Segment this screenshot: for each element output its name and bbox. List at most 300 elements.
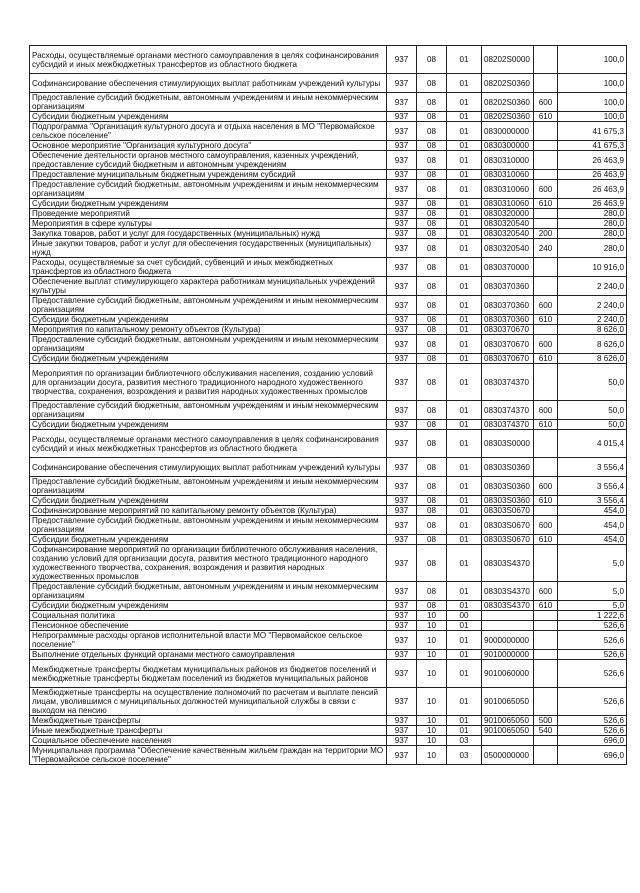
row-ved: 937 [387,582,417,601]
row-expense-type: 540 [534,726,558,736]
row-expense-type [534,631,558,650]
row-target-code: 0830320000 [482,209,534,219]
table-row [30,151,627,170]
row-target-code: 9010065050 [482,688,534,716]
row-target-code [482,736,534,746]
table-row [30,277,627,296]
row-expense-type [534,660,558,688]
row-subsection: 01 [447,401,482,420]
row-amount: 2 240,0 [558,315,627,325]
row-ved: 937 [387,516,417,535]
row-section: 08 [417,229,447,239]
row-section: 08 [417,122,447,141]
table-row [30,354,627,364]
row-expense-type: 500 [534,716,558,726]
row-expense-type [534,364,558,401]
row-expense-type [534,277,558,296]
row-subsection: 01 [447,74,482,93]
row-subsection: 01 [447,516,482,535]
row-name: Непрограммные расходы органов исполнительной власти МО "Первомайское сельское поселение" [30,631,387,650]
row-amount: 26 463,9 [558,199,627,209]
row-amount: 4 015,4 [558,430,627,458]
row-ved: 937 [387,199,417,209]
row-section: 08 [417,458,447,477]
row-section: 10 [417,736,447,746]
row-section: 08 [417,170,447,180]
row-ved: 937 [387,335,417,354]
table-row [30,122,627,141]
row-subsection: 01 [447,170,482,180]
row-section: 08 [417,296,447,315]
table-row [30,736,627,746]
row-subsection: 01 [447,716,482,726]
row-expense-type [534,736,558,746]
table-row [30,601,627,611]
row-section: 08 [417,74,447,93]
row-target-code: 08303S0670 [482,535,534,545]
row-name: Мероприятия по капитальному ремонту объектов (Культура) [30,325,387,335]
row-expense-type [534,688,558,716]
row-name: Социальное обеспечение населения [30,736,387,746]
row-ved: 937 [387,477,417,496]
row-target-code: 0830370360 [482,315,534,325]
row-subsection: 01 [447,112,482,122]
row-ved: 937 [387,258,417,277]
table-row [30,516,627,535]
row-section: 08 [417,46,447,74]
row-ved: 937 [387,296,417,315]
row-expense-type: 600 [534,335,558,354]
table-row [30,325,627,335]
row-section: 08 [417,535,447,545]
row-subsection: 01 [447,601,482,611]
table-row [30,458,627,477]
row-name: Иные закупки товаров, работ и услуг для обеспечения государственных (муниципальных) нужд [30,239,387,258]
row-target-code: 08303S0360 [482,458,534,477]
row-section: 08 [417,545,447,582]
row-section: 10 [417,726,447,736]
row-target-code: 9010065050 [482,726,534,736]
row-section: 08 [417,277,447,296]
row-name: Субсидии бюджетным учреждениям [30,199,387,209]
table-row [30,335,627,354]
row-ved: 937 [387,458,417,477]
row-amount: 3 556,4 [558,496,627,506]
table-row [30,631,627,650]
row-subsection: 01 [447,506,482,516]
row-amount: 26 463,9 [558,180,627,199]
row-name: Подпрограмма "Организация культурного досуга и отдыха населения в МО "Первомайское сельское поселение" [30,122,387,141]
row-amount: 8 626,0 [558,325,627,335]
table-row [30,180,627,199]
row-name: Предоставление субсидий бюджетным, автономным учреждениям и иным некоммерческим организациям [30,335,387,354]
table-row [30,141,627,151]
row-name: Межбюджетные трансферты бюджетам муниципальных районов из бюджетов поселений и межбюджетные трансферты бюджетам поселений из бюджетов муниципальных районов [30,660,387,688]
row-expense-type: 200 [534,229,558,239]
row-name: Иные межбюджетные трансферты [30,726,387,736]
row-subsection: 01 [447,545,482,582]
row-target-code: 9010065050 [482,716,534,726]
row-target-code: 08202S0360 [482,93,534,112]
row-amount: 100,0 [558,93,627,112]
row-amount: 696,0 [558,746,627,765]
row-section: 08 [417,93,447,112]
row-name: Субсидии бюджетным учреждениям [30,354,387,364]
row-amount: 526,6 [558,716,627,726]
row-name: Предоставление субсидий бюджетным, автономным учреждениям и иным некоммерческим организациям [30,93,387,112]
row-subsection: 01 [447,458,482,477]
row-expense-type: 610 [534,420,558,430]
row-section: 08 [417,258,447,277]
row-expense-type [534,122,558,141]
row-target-code: 08303S4370 [482,601,534,611]
row-subsection: 01 [447,325,482,335]
row-amount: 526,6 [558,726,627,736]
table-row [30,315,627,325]
row-ved: 937 [387,74,417,93]
row-expense-type [534,258,558,277]
row-ved: 937 [387,151,417,170]
row-amount: 454,0 [558,516,627,535]
row-subsection: 01 [447,296,482,315]
row-section: 10 [417,660,447,688]
row-ved: 937 [387,631,417,650]
row-section: 08 [417,180,447,199]
row-amount: 2 240,0 [558,277,627,296]
row-ved: 937 [387,239,417,258]
table-row [30,199,627,209]
row-name: Предоставление субсидий бюджетным, автономным учреждениям и иным некоммерческим организациям [30,516,387,535]
row-subsection: 01 [447,621,482,631]
row-name: Расходы, осуществляемые органами местного самоуправления в целях софинансирования субсидий и иных межбюджетных трансфертов из областного бюджета [30,430,387,458]
budget-table-page [29,45,627,765]
row-ved: 937 [387,716,417,726]
row-ved: 937 [387,364,417,401]
row-ved: 937 [387,496,417,506]
row-amount: 5,0 [558,582,627,601]
row-ved: 937 [387,315,417,325]
row-name: Субсидии бюджетным учреждениям [30,112,387,122]
row-expense-type [534,151,558,170]
row-amount: 5,0 [558,545,627,582]
row-subsection: 01 [447,199,482,209]
row-subsection: 01 [447,277,482,296]
row-expense-type: 600 [534,477,558,496]
row-section: 10 [417,650,447,660]
row-expense-type [534,170,558,180]
row-section: 10 [417,688,447,716]
row-name: Пенсионное обеспечение [30,621,387,631]
row-section: 10 [417,611,447,621]
row-name: Проведение мероприятий [30,209,387,219]
table-row [30,74,627,93]
row-amount: 2 240,0 [558,296,627,315]
row-subsection: 01 [447,315,482,325]
row-section: 08 [417,582,447,601]
row-subsection: 01 [447,219,482,229]
row-amount: 526,6 [558,631,627,650]
row-amount: 41 675,3 [558,141,627,151]
row-target-code: 08303S0000 [482,430,534,458]
row-target-code: 0830300000 [482,141,534,151]
row-target-code: 0830000000 [482,122,534,141]
row-amount: 280,0 [558,219,627,229]
row-ved: 937 [387,621,417,631]
row-name: Мероприятия в сфере культуры [30,219,387,229]
table-row [30,401,627,420]
row-subsection: 01 [447,335,482,354]
row-ved: 937 [387,688,417,716]
row-section: 10 [417,621,447,631]
row-target-code: 9010000000 [482,650,534,660]
row-name: Софинансирование мероприятий по капитальному ремонту объектов (Культура) [30,506,387,516]
row-amount: 280,0 [558,239,627,258]
table-row [30,93,627,112]
table-row [30,296,627,315]
row-subsection: 01 [447,122,482,141]
row-ved: 937 [387,354,417,364]
table-row [30,582,627,601]
row-target-code: 08303S4370 [482,545,534,582]
row-name: Предоставление субсидий бюджетным, автономным учреждениям и иным некоммерческим организациям [30,296,387,315]
row-target-code: 08303S0360 [482,496,534,506]
row-ved: 937 [387,430,417,458]
table-row [30,650,627,660]
row-ved: 937 [387,746,417,765]
row-target-code: 0830370360 [482,296,534,315]
table-row [30,112,627,122]
row-ved: 937 [387,401,417,420]
row-ved: 937 [387,420,417,430]
row-ved: 937 [387,650,417,660]
row-target-code: 0830320540 [482,239,534,258]
row-amount: 8 626,0 [558,335,627,354]
row-expense-type [534,325,558,335]
row-name: Субсидии бюджетным учреждениям [30,601,387,611]
row-section: 08 [417,506,447,516]
row-subsection: 01 [447,420,482,430]
row-section: 08 [417,496,447,506]
row-ved: 937 [387,122,417,141]
row-expense-type: 610 [534,354,558,364]
row-section: 08 [417,401,447,420]
row-subsection: 01 [447,496,482,506]
row-subsection: 01 [447,660,482,688]
row-subsection: 01 [447,631,482,650]
row-ved: 937 [387,93,417,112]
row-amount: 526,6 [558,650,627,660]
row-name: Предоставление муниципальным бюджетным учреждениям субсидий [30,170,387,180]
table-row [30,364,627,401]
row-section: 08 [417,364,447,401]
table-row [30,170,627,180]
row-amount: 280,0 [558,229,627,239]
row-target-code: 08202S0360 [482,74,534,93]
row-amount: 3 556,4 [558,477,627,496]
table-row [30,660,627,688]
row-name: Расходы, осуществляемые за счет субсидий, субвенций и иных межбюджетных трансфертов из областного бюджета [30,258,387,277]
row-expense-type [534,209,558,219]
row-section: 08 [417,420,447,430]
row-name: Основное мероприятие "Организация культурного досуга" [30,141,387,151]
row-subsection: 01 [447,535,482,545]
row-subsection: 01 [447,180,482,199]
row-ved: 937 [387,660,417,688]
row-subsection: 01 [447,688,482,716]
row-expense-type [534,458,558,477]
row-subsection: 01 [447,258,482,277]
row-expense-type [534,430,558,458]
table-row [30,506,627,516]
table-row [30,545,627,582]
table-row [30,219,627,229]
row-expense-type [534,506,558,516]
row-amount: 280,0 [558,209,627,219]
row-expense-type [534,219,558,229]
row-amount: 41 675,3 [558,122,627,141]
row-target-code: 0500000000 [482,746,534,765]
row-name: Обеспечение деятельности органов местного самоуправления, казенных учреждений, предоставление субсидий бюджетным и автономным учреждениям [30,151,387,170]
table-row [30,726,627,736]
row-section: 08 [417,219,447,229]
table-row [30,611,627,621]
row-ved: 937 [387,46,417,74]
budget-table-body [30,46,627,765]
row-subsection: 03 [447,736,482,746]
row-expense-type [534,650,558,660]
row-ved: 937 [387,112,417,122]
row-amount: 454,0 [558,506,627,516]
row-amount: 454,0 [558,535,627,545]
table-row [30,535,627,545]
row-name: Расходы, осуществляемые органами местного самоуправления в целях софинансирования субсидий и иных межбюджетных трансфертов из областного бюджета [30,46,387,74]
row-section: 08 [417,141,447,151]
row-target-code: 0830310060 [482,170,534,180]
row-target-code: 0830370000 [482,258,534,277]
row-amount: 5,0 [558,601,627,611]
row-target-code [482,611,534,621]
row-target-code: 0830370670 [482,325,534,335]
row-expense-type [534,46,558,74]
row-ved: 937 [387,545,417,582]
row-subsection: 01 [447,650,482,660]
row-section: 08 [417,112,447,122]
row-section: 08 [417,601,447,611]
row-subsection: 01 [447,364,482,401]
row-name: Предоставление субсидий бюджетным, автономным учреждениям и иным некоммерческим организациям [30,582,387,601]
row-amount: 100,0 [558,46,627,74]
row-subsection: 01 [447,430,482,458]
row-expense-type: 600 [534,582,558,601]
row-name: Выполнение отдельных функций органами местного самоуправления [30,650,387,660]
row-subsection: 01 [447,141,482,151]
row-target-code: 08303S0360 [482,477,534,496]
row-name: Предоставление субсидий бюджетным, автономным учреждениям и иным некоммерческим организациям [30,180,387,199]
row-amount: 100,0 [558,74,627,93]
row-section: 10 [417,716,447,726]
row-section: 08 [417,516,447,535]
row-name: Предоставление субсидий бюджетным, автономным учреждениям и иным некоммерческим организациям [30,401,387,420]
table-row [30,688,627,716]
table-row [30,420,627,430]
row-amount: 50,0 [558,364,627,401]
row-ved: 937 [387,170,417,180]
row-amount: 26 463,9 [558,170,627,180]
row-section: 08 [417,430,447,458]
table-row [30,716,627,726]
row-target-code: 0830374370 [482,420,534,430]
row-target-code: 08202S0360 [482,112,534,122]
row-ved: 937 [387,325,417,335]
table-row [30,496,627,506]
row-expense-type: 600 [534,516,558,535]
row-name: Межбюджетные трансферты на осуществление полномочий по расчетам и выплате пенсий лицам, уволившимся с муниципальных должностей муниципальной службы в связи с выходом на пенсию [30,688,387,716]
row-expense-type: 240 [534,239,558,258]
row-name: Закупка товаров, работ и услуг для государственных (муниципальных) нужд [30,229,387,239]
row-expense-type: 600 [534,401,558,420]
row-name: Муниципальная программа "Обеспечение качественным жильем граждан на территории МО "Первомайское сельское поселение" [30,746,387,765]
row-expense-type: 610 [534,496,558,506]
row-amount: 8 626,0 [558,354,627,364]
row-section: 08 [417,335,447,354]
row-subsection: 01 [447,209,482,219]
row-section: 08 [417,315,447,325]
row-subsection: 01 [447,46,482,74]
row-target-code: 0830374370 [482,401,534,420]
row-amount: 526,6 [558,621,627,631]
row-subsection: 01 [447,151,482,170]
row-name: Софинансирование мероприятий по организации библиотечного обслуживания населения, созданию условий для организации досуга, развития местного традиционного народного художественного творчества, сохранения, возрождения и развития народных художественных промыслов [30,545,387,582]
row-amount: 1 222,6 [558,611,627,621]
row-expense-type: 610 [534,315,558,325]
row-amount: 100,0 [558,112,627,122]
row-name: Межбюджетные трансферты [30,716,387,726]
row-ved: 937 [387,601,417,611]
row-section: 10 [417,746,447,765]
row-amount: 26 463,9 [558,151,627,170]
row-subsection: 01 [447,582,482,601]
row-section: 08 [417,354,447,364]
budget-table [29,45,627,765]
row-section: 08 [417,239,447,258]
row-amount: 3 556,4 [558,458,627,477]
row-target-code: 0830370670 [482,354,534,364]
row-target-code: 0830310000 [482,151,534,170]
row-ved: 937 [387,209,417,219]
row-subsection: 01 [447,229,482,239]
row-expense-type [534,746,558,765]
row-ved: 937 [387,736,417,746]
row-expense-type: 600 [534,180,558,199]
row-expense-type: 610 [534,199,558,209]
table-row [30,430,627,458]
row-ved: 937 [387,219,417,229]
row-target-code: 08303S4370 [482,582,534,601]
row-ved: 937 [387,229,417,239]
row-ved: 937 [387,277,417,296]
row-name: Софинансирование обеспечения стимулирующих выплат работникам учреждений культуры [30,74,387,93]
row-expense-type: 600 [534,93,558,112]
row-section: 10 [417,631,447,650]
row-name: Обеспечение выплат стимулирующего характера работникам муниципальных учреждений культуры [30,277,387,296]
row-target-code: 0830370360 [482,277,534,296]
row-target-code: 0830320540 [482,229,534,239]
row-target-code: 08303S0670 [482,516,534,535]
row-name: Субсидии бюджетным учреждениям [30,420,387,430]
row-subsection: 01 [447,726,482,736]
row-target-code: 08202S0000 [482,46,534,74]
row-name: Субсидии бюджетным учреждениям [30,315,387,325]
